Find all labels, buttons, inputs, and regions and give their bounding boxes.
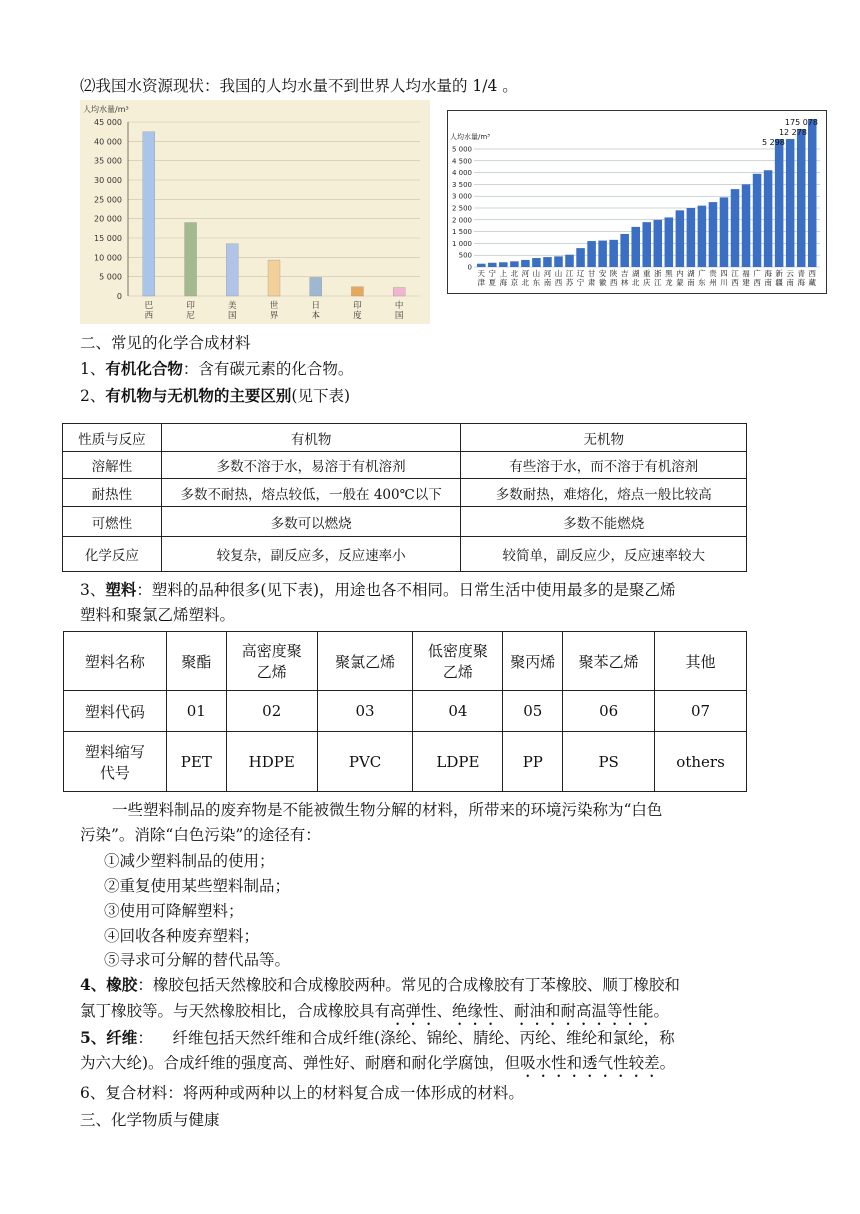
y-tick-label: 0 bbox=[116, 292, 122, 301]
per-capita-water-by-province-chart bbox=[447, 110, 827, 294]
x-tick-label: 肃 bbox=[587, 278, 596, 287]
item5-line1 bbox=[80, 1028, 675, 1048]
table-cell: 耐热性 bbox=[63, 479, 162, 507]
plastic-code-cell: 03 bbox=[317, 691, 413, 732]
item6: 6、复合材料：将两种或两种以上的材料复合成一体形成的材料。 bbox=[80, 1084, 524, 1102]
x-tick-label: 河 bbox=[521, 269, 530, 278]
plastic-abbr-row bbox=[64, 732, 747, 792]
bar bbox=[665, 217, 674, 267]
x-tick-label: 青 bbox=[797, 269, 805, 278]
x-tick-label: 南 bbox=[786, 278, 794, 287]
bar bbox=[631, 227, 640, 267]
bar bbox=[499, 262, 508, 267]
x-tick-label: 龙 bbox=[665, 278, 673, 287]
data-label: 12 278 bbox=[778, 128, 807, 137]
row-header-cell: 塑料缩写代号 bbox=[64, 732, 167, 792]
item5-text-a: 为六大纶)。合成纤维的强度高、弹性好、耐磨和耐化学腐蚀，但 bbox=[80, 1054, 521, 1072]
item3-line1 bbox=[80, 580, 676, 600]
item3-text: ：塑料的品种很多(见下表)，用途也各不相同。日常生活中使用最多的是聚乙烯 bbox=[136, 581, 676, 599]
y-tick-label: 20 000 bbox=[94, 214, 122, 224]
x-tick-label: 北 bbox=[521, 278, 530, 287]
x-tick-label: 广 bbox=[698, 269, 706, 278]
bar bbox=[185, 223, 197, 296]
section2-title: 二、常见的化学合成材料 bbox=[80, 334, 251, 352]
x-tick-label: 辽 bbox=[576, 269, 585, 278]
y-tick-label: 500 bbox=[458, 251, 472, 260]
item1-num: 1、 bbox=[80, 360, 106, 378]
bar bbox=[709, 202, 718, 267]
plastic-abbr-cell: others bbox=[655, 732, 747, 792]
x-tick-label: 藏 bbox=[808, 278, 816, 287]
x-tick-label: 南 bbox=[764, 278, 772, 287]
x-tick-label: 川 bbox=[720, 278, 728, 287]
plastic-name-cell: 高密度聚乙烯 bbox=[226, 632, 317, 691]
bar bbox=[698, 206, 707, 267]
table-cell: 多数可以燃烧 bbox=[161, 507, 461, 537]
plastic-code-cell: 01 bbox=[166, 691, 226, 732]
item5-line2 bbox=[80, 1053, 675, 1081]
plastic-name-cell: 聚苯乙烯 bbox=[563, 632, 655, 691]
bar bbox=[775, 139, 784, 267]
plastic-code-cell: 07 bbox=[655, 691, 747, 732]
table-row bbox=[63, 537, 747, 572]
table-cell: 多数耐热，难熔化，熔点一般比较高 bbox=[461, 479, 747, 507]
x-tick-label: 海 bbox=[797, 278, 805, 287]
y-tick-label: 2 500 bbox=[451, 204, 472, 213]
table-header-cell: 无机物 bbox=[461, 424, 747, 452]
y-tick-label: 1 500 bbox=[451, 228, 472, 237]
x-tick-label: 福 bbox=[742, 269, 750, 278]
item4-text: ：橡胶包括天然橡胶和合成橡胶两种。常见的合成橡胶有丁苯橡胶、顺丁橡胶和 bbox=[137, 976, 680, 994]
x-tick-label: 重 bbox=[643, 269, 651, 278]
x-tick-label: 西 bbox=[554, 278, 563, 287]
x-tick-label: 东 bbox=[532, 278, 541, 287]
x-tick-label: 国 bbox=[394, 311, 404, 321]
bar bbox=[609, 240, 618, 267]
y-tick-label: 3 500 bbox=[451, 180, 472, 189]
white-pollution-line2: 污染”。消除“白色污染”的途径有： bbox=[80, 826, 321, 844]
item1-label: 有机化合物 bbox=[105, 359, 183, 378]
table-header-row bbox=[63, 424, 747, 452]
y-tick-label: 0 bbox=[467, 263, 472, 272]
bar bbox=[143, 132, 155, 296]
bar bbox=[393, 287, 405, 296]
plastics-table bbox=[63, 631, 747, 792]
item5-num: 5、 bbox=[80, 1028, 107, 1047]
item5-text-c: 。 bbox=[659, 1054, 676, 1072]
section3-title: 三、化学物质与健康 bbox=[80, 1111, 220, 1129]
x-tick-label: 陕 bbox=[609, 269, 618, 278]
item1 bbox=[80, 359, 353, 379]
per-capita-water-by-country-chart bbox=[80, 100, 430, 324]
x-tick-label: 湖 bbox=[687, 269, 695, 278]
plastic-abbr-cell: LDPE bbox=[413, 732, 503, 792]
y-axis-label: 人均水量/m³ bbox=[450, 133, 490, 141]
plastic-name-cell: 其他 bbox=[655, 632, 747, 691]
plastic-name-cell: 低密度聚乙烯 bbox=[413, 632, 503, 691]
bar bbox=[554, 256, 563, 267]
item4-num: 4、 bbox=[80, 975, 107, 994]
y-tick-label: 35 000 bbox=[94, 156, 122, 166]
x-tick-label: 江 bbox=[731, 269, 739, 278]
plastic-code-row bbox=[64, 691, 747, 732]
y-tick-label: 45 000 bbox=[94, 118, 122, 127]
y-tick-label: 40 000 bbox=[94, 137, 122, 147]
bar bbox=[226, 244, 238, 296]
x-tick-label: 津 bbox=[477, 278, 486, 287]
x-tick-label: 建 bbox=[742, 278, 750, 287]
bar bbox=[742, 184, 751, 267]
x-tick-label: 海 bbox=[499, 278, 508, 287]
x-tick-label: 西 bbox=[144, 311, 154, 321]
x-tick-label: 浙 bbox=[654, 269, 662, 278]
item4-emphasis: 高弹性、绝缘性、耐油和耐高温等性能 bbox=[390, 1002, 654, 1020]
x-tick-label: 海 bbox=[764, 269, 772, 278]
y-tick-label: 5 000 bbox=[99, 272, 122, 282]
bar bbox=[676, 210, 685, 267]
y-tick-label: 30 000 bbox=[94, 176, 122, 185]
x-tick-label: 南 bbox=[687, 278, 695, 287]
x-tick-label: 日 bbox=[311, 301, 320, 311]
bar bbox=[786, 139, 795, 267]
plastic-abbr-cell: PS bbox=[563, 732, 655, 792]
x-tick-label: 西 bbox=[731, 278, 739, 287]
table-row bbox=[63, 507, 747, 537]
x-tick-label: 度 bbox=[353, 311, 362, 321]
x-tick-label: 印 bbox=[353, 301, 362, 311]
x-tick-label: 夏 bbox=[488, 278, 497, 287]
item2-num: 2、 bbox=[80, 387, 106, 405]
item4-line1 bbox=[80, 975, 680, 995]
table-header-cell: 有机物 bbox=[161, 424, 461, 452]
bar bbox=[808, 119, 817, 267]
y-tick-label: 10 000 bbox=[94, 253, 122, 263]
table-cell: 多数不能燃烧 bbox=[461, 507, 747, 537]
bar bbox=[543, 257, 552, 267]
y-tick-label: 2 000 bbox=[451, 216, 472, 225]
plastic-abbr-cell: PET bbox=[166, 732, 226, 792]
item5-text: ： 纤维包括天然纤维和合成纤维(涤纶、锦纶、腈纶、丙纶、维纶和氯纶，称 bbox=[137, 1029, 675, 1047]
bar bbox=[351, 287, 363, 296]
table-row bbox=[63, 452, 747, 479]
x-tick-label: 安 bbox=[598, 269, 607, 278]
x-tick-label: 林 bbox=[620, 278, 629, 287]
x-tick-label: 西 bbox=[753, 278, 761, 287]
chart2-svg bbox=[448, 111, 826, 293]
x-tick-label: 世 bbox=[269, 301, 279, 311]
x-tick-label: 界 bbox=[269, 311, 279, 321]
table-cell: 溶解性 bbox=[63, 452, 162, 479]
x-tick-label: 苏 bbox=[565, 278, 574, 287]
plastic-name-cell: 聚酯 bbox=[166, 632, 226, 691]
item4-label: 橡胶 bbox=[106, 975, 138, 994]
row-header-cell: 塑料名称 bbox=[64, 632, 167, 691]
x-tick-label: 美 bbox=[228, 301, 237, 311]
plastic-code-cell: 05 bbox=[503, 691, 563, 732]
bar bbox=[532, 258, 541, 267]
x-tick-label: 江 bbox=[654, 278, 662, 287]
x-tick-label: 云 bbox=[786, 269, 794, 278]
x-tick-label: 国 bbox=[228, 311, 237, 321]
item2 bbox=[80, 386, 350, 406]
table-cell: 多数不耐热，熔点较低，一般在 400℃以下 bbox=[161, 479, 461, 507]
item3-line2: 塑料和聚氯乙烯塑料。 bbox=[80, 606, 236, 624]
x-tick-label: 本 bbox=[311, 311, 320, 321]
item1-text: ：含有碳元素的化合物。 bbox=[182, 360, 354, 378]
x-tick-label: 黑 bbox=[665, 269, 673, 278]
x-tick-label: 徽 bbox=[598, 278, 607, 287]
y-tick-label: 4 000 bbox=[451, 169, 472, 178]
table-cell: 较简单，副反应少，反应速率较大 bbox=[461, 537, 747, 572]
bar bbox=[620, 234, 629, 267]
bar bbox=[477, 264, 486, 267]
bar bbox=[753, 174, 762, 267]
bar bbox=[268, 260, 280, 296]
x-tick-label: 京 bbox=[510, 278, 519, 287]
measure-item: ①减少塑料制品的使用； bbox=[104, 852, 275, 870]
x-tick-label: 疆 bbox=[775, 278, 783, 287]
x-tick-label: 贵 bbox=[709, 269, 717, 278]
x-tick-label: 蒙 bbox=[676, 278, 684, 287]
x-tick-label: 江 bbox=[565, 269, 574, 278]
x-tick-label: 山 bbox=[532, 269, 541, 278]
plastic-name-cell: 聚氯乙烯 bbox=[317, 632, 413, 691]
data-label: 175 078 bbox=[784, 118, 818, 127]
x-tick-label: 北 bbox=[510, 269, 519, 278]
table-row bbox=[63, 479, 747, 507]
bar bbox=[687, 208, 696, 267]
plastic-code-cell: 04 bbox=[413, 691, 503, 732]
item2-label: 有机物与无机物的主要区别 bbox=[105, 386, 292, 405]
bar bbox=[565, 255, 574, 267]
x-tick-label: 内 bbox=[676, 269, 684, 278]
measure-item: ⑤寻求可分解的替代品等。 bbox=[104, 951, 291, 969]
plastic-abbr-cell: HDPE bbox=[226, 732, 317, 792]
measure-item: ④回收各种废弃塑料； bbox=[104, 927, 260, 945]
x-tick-label: 巴 bbox=[144, 301, 154, 311]
item2-text: (见下表) bbox=[291, 387, 350, 405]
x-tick-label: 庆 bbox=[643, 278, 651, 287]
x-tick-label: 湖 bbox=[631, 269, 640, 278]
x-tick-label: 州 bbox=[709, 278, 717, 287]
table-cell: 多数不溶于水，易溶于有机溶剂 bbox=[161, 452, 461, 479]
bar bbox=[797, 129, 806, 267]
measure-item: ②重复使用某些塑料制品； bbox=[104, 877, 291, 895]
plastic-abbr-cell: PVC bbox=[317, 732, 413, 792]
x-tick-label: 上 bbox=[499, 269, 508, 278]
item4-text-a: 氯丁橡胶等。与天然橡胶相比，合成橡胶具有 bbox=[80, 1002, 391, 1020]
table-cell: 较复杂，副反应多，反应速率小 bbox=[161, 537, 461, 572]
y-tick-label: 5 000 bbox=[451, 145, 472, 154]
x-tick-label: 宁 bbox=[488, 269, 497, 278]
x-tick-label: 北 bbox=[631, 278, 640, 287]
x-tick-label: 西 bbox=[808, 269, 816, 278]
organic-inorganic-table bbox=[62, 423, 747, 572]
y-tick-label: 15 000 bbox=[94, 234, 122, 243]
bar bbox=[598, 241, 607, 267]
plastic-name-cell: 聚丙烯 bbox=[503, 632, 563, 691]
bar bbox=[654, 220, 663, 267]
water-resources-heading: ⑵我国水资源现状：我国的人均水量不到世界人均水量的 1/4 。 bbox=[80, 77, 518, 95]
plastic-code-cell: 02 bbox=[226, 691, 317, 732]
y-axis-label: 人均水量/m³ bbox=[83, 105, 129, 114]
item3-num: 3、 bbox=[80, 581, 106, 599]
bar bbox=[720, 197, 729, 267]
bar bbox=[576, 248, 585, 267]
bar bbox=[587, 241, 596, 267]
item3-label: 塑料 bbox=[105, 580, 137, 599]
bar bbox=[521, 260, 530, 267]
x-tick-label: 南 bbox=[543, 278, 552, 287]
bar bbox=[731, 189, 740, 267]
chart1-svg bbox=[80, 100, 430, 324]
table-cell: 有些溶于水，而不溶于有机溶剂 bbox=[461, 452, 747, 479]
table-cell: 可燃性 bbox=[63, 507, 162, 537]
x-tick-label: 东 bbox=[698, 278, 706, 287]
plastic-abbr-cell: PP bbox=[503, 732, 563, 792]
y-tick-label: 4 500 bbox=[451, 157, 472, 166]
x-tick-label: 广 bbox=[753, 269, 761, 278]
plastic-code-cell: 06 bbox=[563, 691, 655, 732]
x-tick-label: 山 bbox=[554, 269, 563, 278]
row-header-cell: 塑料代码 bbox=[64, 691, 167, 732]
bar bbox=[310, 277, 322, 296]
bar bbox=[488, 263, 497, 267]
x-tick-label: 中 bbox=[394, 301, 404, 311]
x-tick-label: 宁 bbox=[576, 278, 585, 287]
white-pollution-line1: 一些塑料制品的废弃物是不能被微生物分解的材料，所带来的环境污染称为“白色 bbox=[112, 801, 663, 819]
x-tick-label: 河 bbox=[543, 269, 552, 278]
bar bbox=[510, 261, 519, 267]
data-label: 5 298 bbox=[761, 138, 785, 147]
item4-text-c: 。 bbox=[653, 1002, 670, 1020]
x-tick-label: 西 bbox=[609, 278, 618, 287]
x-tick-label: 甘 bbox=[587, 269, 596, 278]
x-tick-label: 尼 bbox=[186, 311, 195, 321]
x-tick-label: 四 bbox=[720, 269, 728, 278]
item5-label: 纤维 bbox=[106, 1028, 138, 1047]
x-tick-label: 印 bbox=[186, 301, 195, 311]
y-tick-label: 1 000 bbox=[451, 239, 472, 248]
x-tick-label: 新 bbox=[775, 269, 783, 278]
bar bbox=[764, 170, 773, 267]
bar bbox=[642, 222, 651, 267]
item4-line2 bbox=[80, 1001, 669, 1029]
table-cell: 化学反应 bbox=[63, 537, 162, 572]
y-tick-label: 25 000 bbox=[94, 195, 122, 205]
measure-item: ③使用可降解塑料； bbox=[104, 902, 244, 920]
y-tick-label: 3 000 bbox=[451, 192, 472, 201]
item5-emphasis: 吸水性和透气性较差 bbox=[520, 1054, 660, 1072]
x-tick-label: 吉 bbox=[620, 269, 629, 278]
x-tick-label: 天 bbox=[477, 269, 486, 278]
table-header-cell: 性质与反应 bbox=[63, 424, 162, 452]
plastic-name-row bbox=[64, 632, 747, 691]
